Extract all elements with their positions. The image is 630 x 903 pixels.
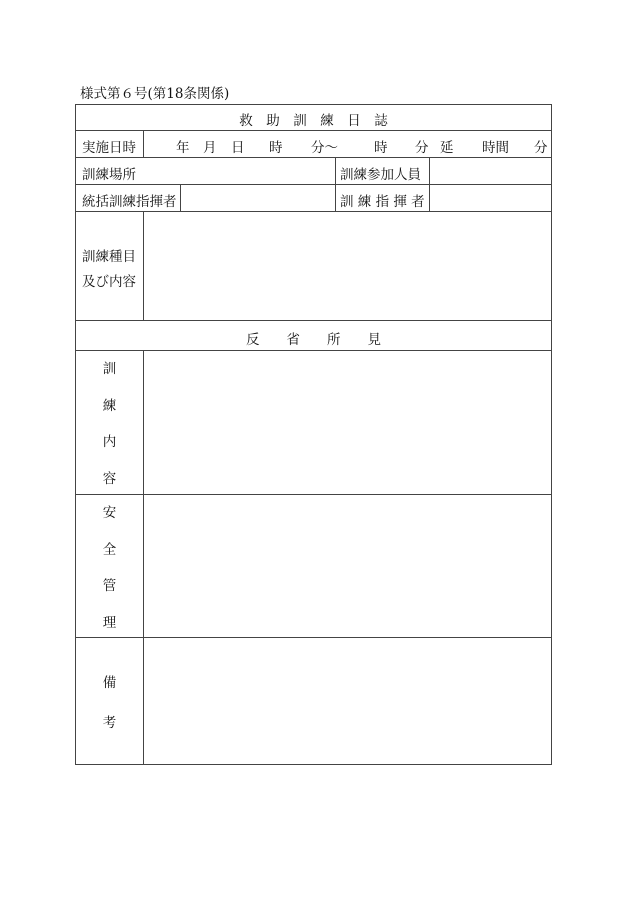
- training-place-label: 訓練場所: [82, 167, 136, 183]
- column-divider: [143, 350, 144, 764]
- column-divider: [429, 157, 430, 211]
- datetime-day: 日: [231, 140, 245, 156]
- datetime-month: 月: [203, 140, 217, 156]
- column-divider: [180, 184, 181, 211]
- section-remarks-label: [76, 671, 143, 731]
- row-divider: [76, 494, 551, 495]
- row-divider: [76, 157, 551, 158]
- row-divider: [76, 130, 551, 131]
- datetime-minute-start: 分～: [311, 140, 338, 156]
- reflection-header: 反 省 所 見: [246, 332, 381, 348]
- datetime-label: 実施日時: [82, 140, 136, 156]
- row-divider: [76, 320, 551, 321]
- form-title: 救 助 訓 練 日 誌: [239, 113, 388, 129]
- column-divider: [143, 130, 144, 157]
- row-divider: [76, 184, 551, 185]
- training-items-label-line1: 訓練種目: [82, 249, 136, 265]
- column-divider: [143, 211, 144, 320]
- column-divider: [335, 157, 336, 211]
- label-char: 安: [102, 505, 117, 521]
- datetime-hour-start: 時: [269, 140, 283, 156]
- label-char: 練: [102, 397, 117, 414]
- training-log-form: [75, 104, 552, 765]
- label-char: 管: [102, 578, 117, 595]
- label-char: 備: [102, 675, 117, 691]
- label-char: 容: [102, 470, 117, 487]
- form-number: 様式第６号(第18条関係): [80, 86, 230, 102]
- participants-label: 訓練参加人員: [340, 167, 421, 183]
- label-char: 理: [102, 614, 117, 631]
- section-training-content-label: [76, 357, 143, 487]
- datetime-minutes: 分: [534, 140, 548, 156]
- label-char: 訓: [102, 361, 117, 377]
- label-char: 考: [102, 715, 117, 731]
- datetime-hour-end: 時: [374, 140, 388, 156]
- label-char: 内: [102, 434, 117, 451]
- row-divider: [76, 211, 551, 212]
- commander-label: 訓 練 指 揮 者: [340, 194, 425, 210]
- row-divider: [76, 350, 551, 351]
- training-items-label-line2: 及び内容: [82, 274, 136, 290]
- row-divider: [76, 637, 551, 638]
- datetime-year: 年: [176, 140, 190, 156]
- chief-commander-label: 統括訓練指揮者: [82, 194, 177, 210]
- datetime-hours: 時間: [482, 140, 509, 156]
- datetime-extended: 延: [440, 140, 454, 156]
- datetime-minute-end: 分: [415, 140, 429, 156]
- label-char: 全: [102, 541, 117, 558]
- section-safety-label: [76, 501, 143, 631]
